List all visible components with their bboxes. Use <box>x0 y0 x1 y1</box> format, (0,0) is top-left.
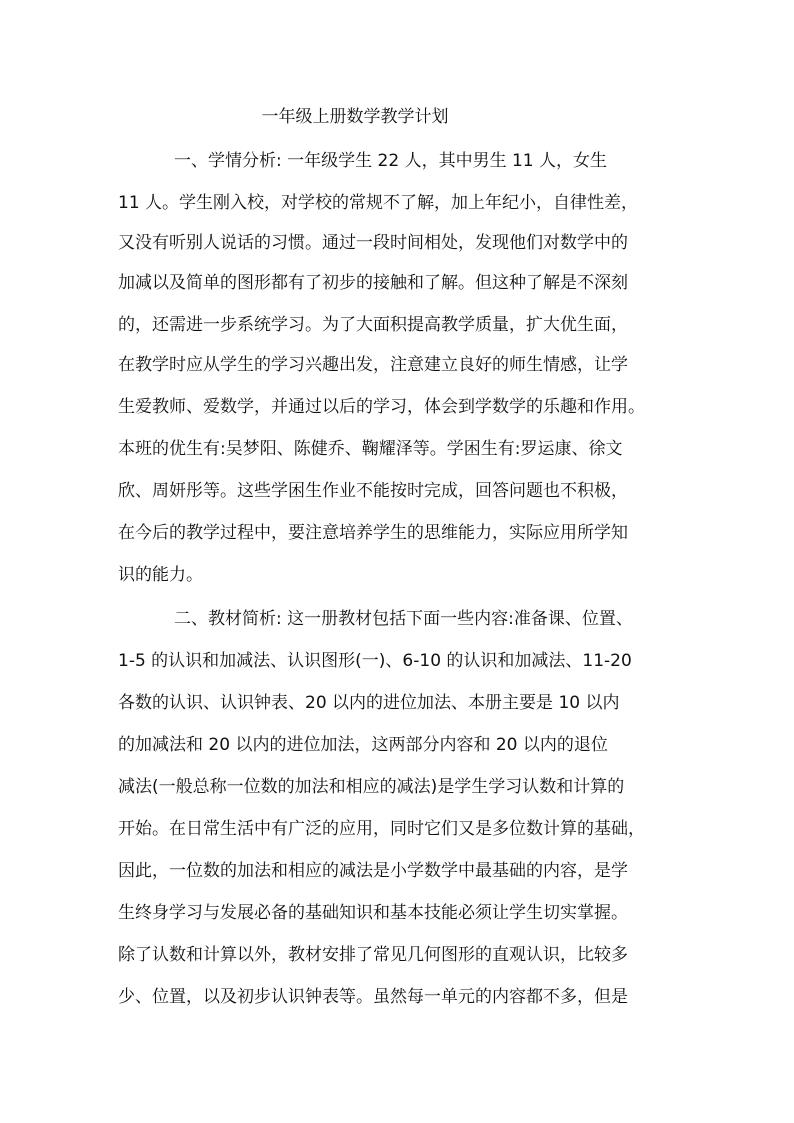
paragraph-line: 在今后的教学过程中，要注意培养学生的思维能力，实际应用所学知 <box>118 523 628 543</box>
paragraph-line: 加减以及简单的图形都有了初步的接触和了解。但这种了解是不深刻 <box>118 273 628 293</box>
paragraph-line: 生终身学习与发展必备的基础知识和基本技能必须让学生切实掌握。 <box>118 903 628 923</box>
paragraph-line: 生爱教师、爱数学，并通过以后的学习，体会到学数学的乐趣和作用。 <box>118 397 645 417</box>
paragraph-line: 二、教材简析: 这一册教材包括下面一些内容:准备课、位置、 <box>174 609 633 629</box>
paragraph-line: 少、位置，以及初步认识钟表等。虽然每一单元的内容都不多，但是 <box>118 987 628 1007</box>
paragraph-line: 识的能力。 <box>118 565 203 585</box>
paragraph-line: 在教学时应从学生的学习兴趣出发，注意建立良好的师生情感，让学 <box>118 355 628 375</box>
paragraph-line: 欣、周妍彤等。这些学困生作业不能按时完成，回答问题也不积极， <box>118 481 628 501</box>
paragraph-line: 的加减法和 20 以内的进位加法，这两部分内容和 20 以内的退位 <box>118 735 608 755</box>
paragraph-line: 一、学情分析: 一年级学生 22 人，其中男生 11 人，女生 <box>174 151 608 171</box>
paragraph-line: 1-5 的认识和加减法、认识图形(一)、6-10 的认识和加减法、11-20 <box>118 651 632 671</box>
paragraph-line: 又没有听别人说话的习惯。通过一段时间相处，发现他们对数学中的 <box>118 233 628 253</box>
paragraph-line: 各数的认识、认识钟表、20 以内的进位加法、本册主要是 10 以内 <box>118 693 620 713</box>
paragraph-line: 因此，一位数的加法和相应的减法是小学数学中最基础的内容，是学 <box>118 861 628 881</box>
paragraph-line: 11 人。学生刚入校，对学校的常规不了解，加上年纪小，自律性差， <box>118 193 639 213</box>
paragraph-line: 的，还需进一步系统学习。为了大面积提高教学质量，扩大优生面， <box>118 315 628 335</box>
paragraph-line: 开始。在日常生活中有广泛的应用，同时它们又是多位数计算的基础， <box>118 819 645 839</box>
paragraph-line: 除了认数和计算以外，教材安排了常见几何图形的直观认识，比较多 <box>118 945 628 965</box>
paragraph-line: 本班的优生有:吴梦阳、陈健乔、鞠耀泽等。学困生有:罗运康、徐文 <box>118 439 623 459</box>
document-title: 一年级上册数学教学计划 <box>261 107 449 127</box>
paragraph-line: 减法(一般总称一位数的加法和相应的减法)是学生学习认数和计算的 <box>118 777 625 797</box>
